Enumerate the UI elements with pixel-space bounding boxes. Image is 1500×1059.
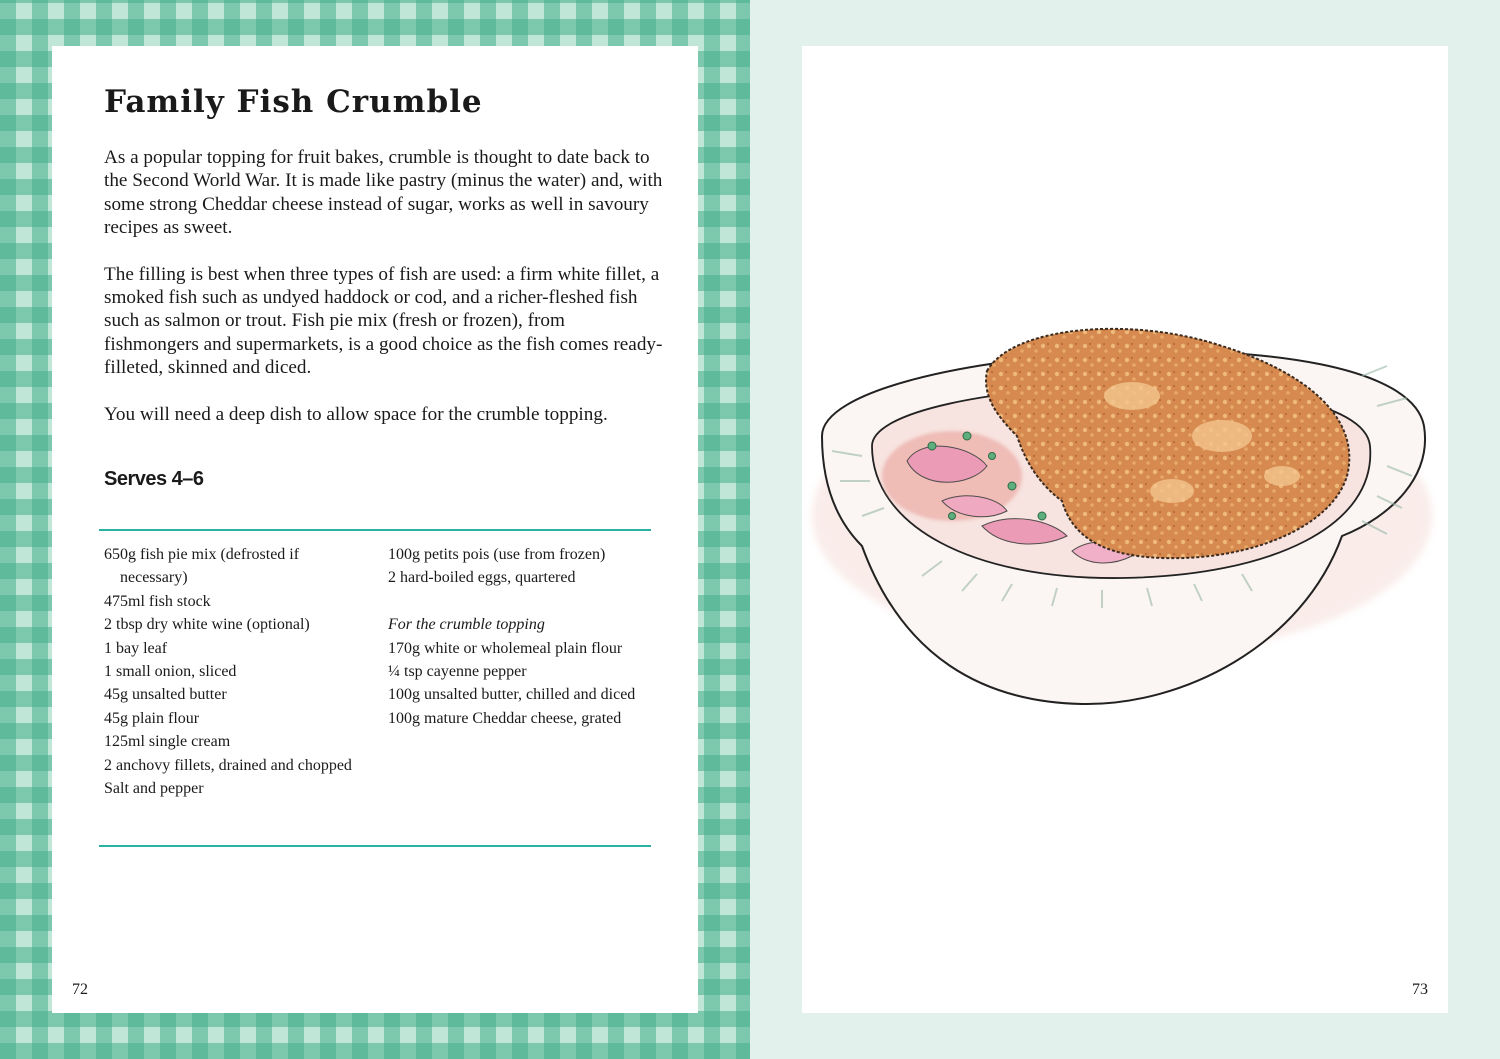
ingredients-top-rule [99,529,651,531]
list-spacer [388,590,648,613]
ingredient-item: 1 bay leaf [104,639,168,657]
ingredients-column-2 [388,543,648,730]
ingredient-item: 45g unsalted butter [104,686,227,704]
ingredient-item: 100g unsalted butter, chilled and diced [388,686,636,704]
intro-paragraph: The filling is best when three types of fish are used: a firm white fillet, a smoked fish such as undyed haddock or cod, and a richer-fleshed fish such as salmon or trout. Fish pie mix (fresh or frozen), from fishmongers and supermarkets, is a good choice as the fish comes ready-filleted, skinned and diced. [104,263,663,379]
ingredient-item: 2 tbsp dry white wine (optional) [104,616,310,634]
fish-crumble-bowl-illustration [802,286,1448,766]
ingredient-item: 650g fish pie mix (defrosted if necessary) [104,546,300,587]
recipe-introduction [104,146,664,449]
page-number-right: 73 [1412,981,1428,998]
left-page [52,46,698,1013]
ingredient-item: 100g petits pois (use from frozen) [388,546,606,563]
ingredient-item: 1 small onion, sliced [104,663,237,681]
ingredient-item: 170g white or wholemeal plain flour [388,639,623,657]
ingredient-item: Salt and pepper [104,780,204,798]
page-number-left: 72 [72,981,88,998]
crumble-topping-subheading: For the crumble topping [388,616,545,634]
intro-paragraph: You will need a deep dish to allow space for the crumble topping. [104,403,608,425]
ingredient-item: 100g mature Cheddar cheese, grated [388,709,622,727]
ingredient-item: 125ml single cream [104,733,231,751]
recipe-title: Family Fish Crumble [104,84,483,120]
ingredients-column-1 [104,543,354,800]
ingredient-item: 475ml fish stock [104,592,211,610]
ingredient-item: ¼ tsp cayenne pepper [388,663,527,681]
serves-heading: Serves 4–6 [104,468,204,490]
intro-paragraph: As a popular topping for fruit bakes, crumble is thought to date back to the Second World War. It is made like pastry (minus the water) and, with some strong Cheddar cheese instead of sugar, works as well in savoury recipes as sweet. [104,147,663,239]
ingredient-item: 45g plain flour [104,709,200,727]
ingredients-bottom-rule [99,845,651,847]
ingredient-item: 2 hard-boiled eggs, quartered [388,569,576,587]
right-page [802,46,1448,1013]
ingredient-item: 2 anchovy fillets, drained and chopped [104,756,352,774]
